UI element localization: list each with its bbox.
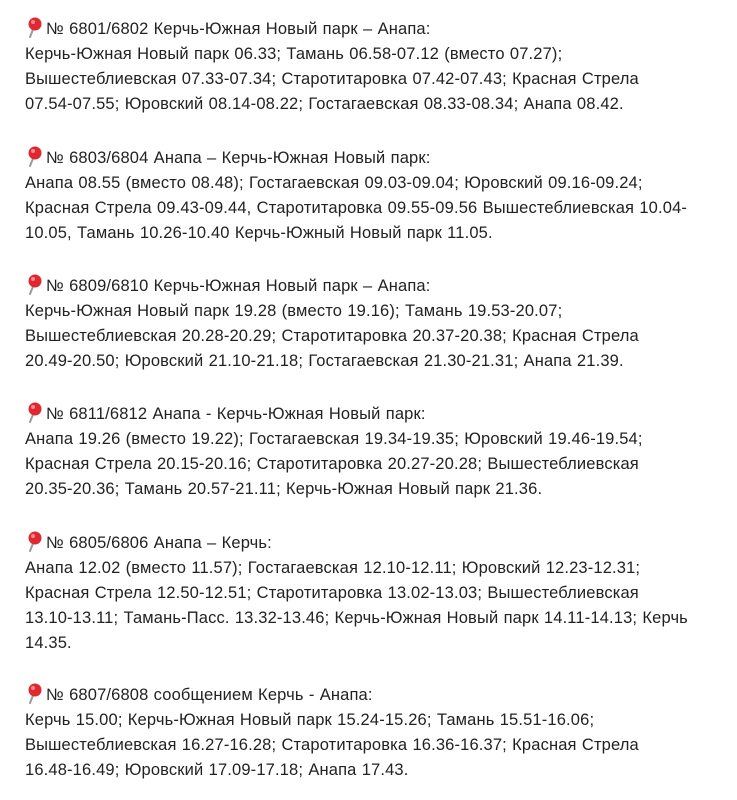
train-block-6801 bbox=[25, 17, 725, 117]
schedule-line: 14.35. bbox=[25, 634, 72, 652]
train-block-6807 bbox=[25, 683, 725, 783]
train-block-6809 bbox=[25, 274, 725, 374]
train-title: № 6803/6804 Анапа – Керчь-Южная Новый парк: bbox=[46, 149, 431, 167]
round-pushpin-icon bbox=[25, 17, 43, 38]
schedule-line: Керчь 15.00; Керчь-Южная Новый парк 15.24-15.26; Тамань 15.51-16.06; bbox=[25, 711, 595, 729]
train-heading bbox=[25, 146, 725, 171]
schedule-line: Красная Стрела 12.50-12.51; Старотитаровка 13.02-13.03; Вышестеблиевская bbox=[25, 584, 639, 602]
schedule-line: Керчь-Южная Новый парк 19.28 (вместо 19.16); Тамань 19.53-20.07; bbox=[25, 302, 563, 320]
schedule-line: Вышестеблиевская 16.27-16.28; Старотитаровка 16.36-16.37; Красная Стрела bbox=[25, 736, 639, 754]
round-pushpin-icon bbox=[25, 274, 43, 295]
train-block-6803 bbox=[25, 146, 725, 246]
train-title: № 6801/6802 Керчь-Южная Новый парк – Анапа: bbox=[46, 20, 431, 38]
schedule-line: Анапа 08.55 (вместо 08.48); Гостагаевская 09.03-09.04; Юровский 09.16-09.24; bbox=[25, 174, 643, 192]
schedule-line: Керчь-Южная Новый парк 06.33; Тамань 06.58-07.12 (вместо 07.27); bbox=[25, 45, 563, 63]
schedule-line: Вышестеблиевская 07.33-07.34; Старотитаровка 07.42-07.43; Красная Стрела bbox=[25, 70, 639, 88]
schedule-line: Красная Стрела 09.43-09.44, Старотитаровка 09.55-09.56 Вышестеблиевская 10.04- bbox=[25, 199, 688, 217]
schedule-line: 13.10-13.11; Тамань-Пасс. 13.32-13.46; Керчь-Южная Новый парк 14.11-14.13; Керчь bbox=[25, 609, 688, 627]
train-title: № 6805/6806 Анапа – Керчь: bbox=[46, 534, 272, 552]
round-pushpin-icon bbox=[25, 402, 43, 423]
train-heading bbox=[25, 531, 725, 556]
train-heading bbox=[25, 402, 725, 427]
schedule-line: 20.49-20.50; Юровский 21.10-21.18; Гостагаевская 21.30-21.31; Анапа 21.39. bbox=[25, 352, 624, 370]
schedule-line: 10.05, Тамань 10.26-10.40 Керчь-Южный Новый парк 11.05. bbox=[25, 224, 493, 242]
train-heading bbox=[25, 274, 725, 299]
train-title: № 6809/6810 Керчь-Южная Новый парк – Анапа: bbox=[46, 277, 431, 295]
train-heading bbox=[25, 17, 725, 42]
round-pushpin-icon bbox=[25, 146, 43, 167]
train-block-6811 bbox=[25, 402, 725, 502]
schedule-line: 16.48-16.49; Юровский 17.09-17.18; Анапа 17.43. bbox=[25, 761, 409, 779]
train-block-6805 bbox=[25, 531, 725, 656]
train-title: № 6807/6808 сообщением Керчь - Анапа: bbox=[46, 686, 373, 704]
schedule-line: Красная Стрела 20.15-20.16; Старотитаровка 20.27-20.28; Вышестеблиевская bbox=[25, 455, 639, 473]
round-pushpin-icon bbox=[25, 683, 43, 704]
train-heading bbox=[25, 683, 725, 708]
schedule-line: 07.54-07.55; Юровский 08.14-08.22; Гостагаевская 08.33-08.34; Анапа 08.42. bbox=[25, 95, 624, 113]
schedule-line: 20.35-20.36; Тамань 20.57-21.11; Керчь-Южная Новый парк 21.36. bbox=[25, 480, 543, 498]
schedule-line: Вышестеблиевская 20.28-20.29; Старотитаровка 20.37-20.38; Красная Стрела bbox=[25, 327, 639, 345]
round-pushpin-icon bbox=[25, 531, 43, 552]
schedule-line: Анапа 12.02 (вместо 11.57); Гостагаевская 12.10-12.11; Юровский 12.23-12.31; bbox=[25, 559, 641, 577]
train-title: № 6811/6812 Анапа - Керчь-Южная Новый парк: bbox=[46, 405, 426, 423]
schedule-line: Анапа 19.26 (вместо 19.22); Гостагаевская 19.34-19.35; Юровский 19.46-19.54; bbox=[25, 430, 643, 448]
